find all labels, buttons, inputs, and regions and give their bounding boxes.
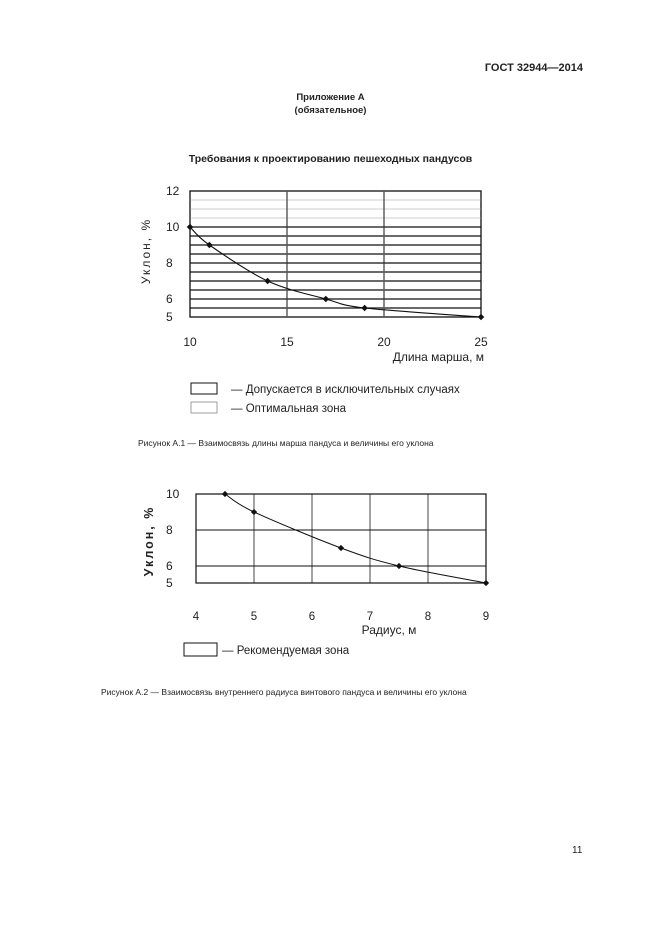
appendix-title: Приложение А bbox=[296, 92, 365, 103]
x-tick-label: 10 bbox=[183, 335, 197, 349]
data-point bbox=[251, 509, 257, 515]
legend-swatch-recommended bbox=[184, 643, 217, 656]
x-tick-label: 15 bbox=[280, 335, 294, 349]
x-tick-label: 6 bbox=[308, 611, 316, 623]
data-point bbox=[222, 491, 228, 497]
data-point bbox=[396, 563, 402, 569]
y-axis-label: Уклон, % bbox=[139, 217, 153, 285]
legend-label: — Допускается в исключительных случаях bbox=[231, 384, 460, 396]
x-axis-label: Длина марша, м bbox=[392, 350, 484, 364]
figure-2-caption: Рисунок А.2 — Взаимосвязь внутреннего радиуса винтового пандуса и величины его уклона bbox=[101, 687, 467, 697]
y-tick-label: 10 bbox=[166, 220, 180, 234]
appendix-subtitle: (обязательное) bbox=[294, 105, 367, 116]
y-tick-label: 5 bbox=[166, 576, 173, 590]
x-tick-label: 25 bbox=[474, 335, 488, 349]
y-tick-label: 8 bbox=[166, 256, 173, 270]
data-point bbox=[338, 545, 344, 551]
legend-label: — Оптимальная зона bbox=[231, 403, 347, 415]
y-tick-label: 6 bbox=[166, 559, 173, 573]
figure-1-caption: Рисунок А.1 — Взаимосвязь длины марша пандуса и величины его уклона bbox=[138, 438, 434, 448]
y-tick-label: 10 bbox=[166, 487, 180, 501]
x-tick-label: 4 bbox=[192, 611, 200, 623]
y-tick-label: 6 bbox=[166, 292, 173, 306]
plot-frame bbox=[196, 494, 486, 583]
series-line bbox=[225, 494, 486, 583]
standard-number: ГОСТ 32944—2014 bbox=[484, 62, 583, 74]
y-tick-label: 5 bbox=[166, 310, 173, 324]
x-tick-label: 5 bbox=[250, 611, 258, 623]
y-axis-label: Уклон, % bbox=[142, 505, 156, 577]
y-tick-label: 12 bbox=[166, 184, 180, 198]
data-point bbox=[483, 580, 489, 586]
x-tick-label: 20 bbox=[377, 335, 391, 349]
x-tick-label: 7 bbox=[366, 611, 374, 623]
x-axis-label: Радиус, м bbox=[361, 623, 417, 637]
y-tick-label: 8 bbox=[166, 523, 173, 537]
x-tick-label: 8 bbox=[424, 611, 432, 623]
legend-label: — Рекомендуемая зона bbox=[222, 645, 350, 657]
section-title: Требования к проектированию пешеходных пандусов bbox=[188, 153, 473, 165]
x-tick-label: 9 bbox=[482, 611, 490, 623]
page-number: 11 bbox=[572, 845, 583, 856]
